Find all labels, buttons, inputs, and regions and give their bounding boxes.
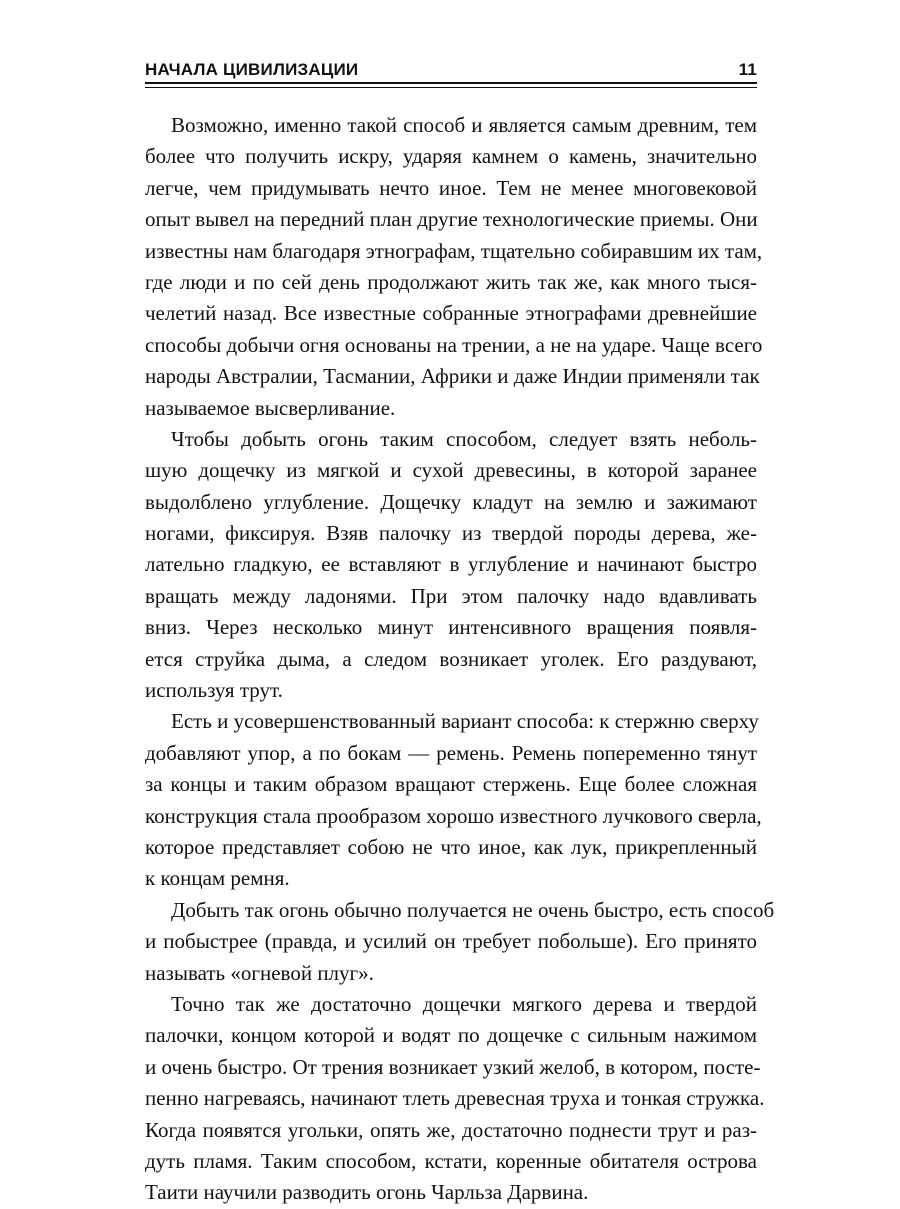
- paragraph-4: [145, 895, 775, 989]
- text-line: Точно так же достаточно дощечки мягкого дерева и твердой: [171, 991, 757, 1016]
- text-line: Возможно, именно такой способ и является самым древним, тем: [171, 113, 757, 137]
- paragraph-3: [145, 706, 762, 894]
- text-line: вращать между ладонями. При этом палочку надо вдавливать: [145, 583, 757, 608]
- text-line: за концы и таким образом вращают стержень. Еще более сложная: [145, 772, 757, 797]
- text-line: дуть пламя. Таким способом, кстати, коренные обитателя острова: [145, 1148, 757, 1173]
- text-line: Чтобы добыть огонь таким способом, следует взять неболь-: [171, 426, 757, 451]
- text-line: добавляют упор, а по бокам — ремень. Ремень попеременно тянут: [145, 740, 757, 765]
- text-line: известны нам благодаря этнографам, тщательно собиравшим их там,: [145, 238, 763, 263]
- text-line: палочки, концом которой и водят по дощечке с сильным нажимом: [145, 1023, 757, 1048]
- text-line: легче, чем придумывать нечто иное. Тем не менее многовековой: [145, 175, 757, 200]
- paragraph-1: [145, 110, 763, 424]
- text-line: где люди и по сей день продолжают жить так же, как много тыся-: [145, 269, 757, 294]
- text-line: конструкция стала прообразом хорошо известного лучкового сверла,: [145, 803, 762, 828]
- paragraph-5: [145, 989, 765, 1209]
- text-line: опыт вывел на передний план другие технологические приемы. Они: [145, 207, 758, 232]
- text-line: и очень быстро. От трения возникает узкий желоб, в котором, посте-: [145, 1054, 761, 1079]
- text-line: шую дощечку из мягкой и сухой древесины, в которой заранее: [145, 458, 757, 483]
- text-line: к концам ремня.: [145, 866, 290, 891]
- text-line: Есть и усовершенствованный вариант способа: к стержню сверху: [171, 709, 759, 734]
- text-line: называть «огневой плуг».: [145, 960, 374, 985]
- running-title: НАЧАЛА ЦИВИЛИЗАЦИИ: [145, 60, 359, 79]
- text-line: более что получить искру, ударяя камнем о камень, значительно: [145, 144, 757, 169]
- text-line: челетий назад. Все известные собранные этнографами древнейшие: [145, 301, 757, 326]
- text-line: Таити научили разводить огонь Чарльза Дарвина.: [145, 1180, 589, 1205]
- text-line: которое представляет собою не что иное, как лук, прикрепленный: [145, 834, 757, 859]
- text-line: пенно нагреваясь, начинают тлеть древесная труха и тонкая стружка.: [145, 1086, 765, 1111]
- text-line: Добыть так огонь обычно получается не очень быстро, есть способ: [171, 897, 775, 922]
- text-line: называемое высверливание.: [145, 395, 396, 420]
- text-line: выдолблено углубление. Дощечку кладут на землю и зажимают: [145, 489, 757, 514]
- header-rule-thin: [145, 87, 757, 88]
- page-number: 11: [738, 60, 757, 79]
- text-line: способы добычи огня основаны на трении, а не на ударе. Чаще всего: [145, 332, 763, 357]
- header-rule-thick: [145, 82, 757, 84]
- text-line: лательно гладкую, ее вставляют в углубление и начинают быстро: [145, 552, 757, 577]
- text-line: и побыстрее (правда, и усилий он требует побольше). Его принято: [145, 929, 757, 954]
- text-line: ногами, фиксируя. Взяв палочку из твердой породы дерева, же-: [145, 521, 757, 546]
- text-line: используя трут.: [145, 678, 283, 703]
- text-line: Когда появятся угольки, опять же, достаточно поднести трут и раз-: [145, 1117, 757, 1142]
- text-line: ется струйка дыма, а следом возникает уголек. Его раздувают,: [145, 646, 757, 671]
- running-header: [145, 54, 757, 80]
- text-line: народы Австралии, Тасмании, Африки и даже Индии применяли так: [145, 364, 760, 389]
- text-line: вниз. Через несколько минут интенсивного вращения появля-: [145, 615, 757, 640]
- body-text: [145, 110, 775, 1209]
- paragraph-2: [145, 424, 757, 707]
